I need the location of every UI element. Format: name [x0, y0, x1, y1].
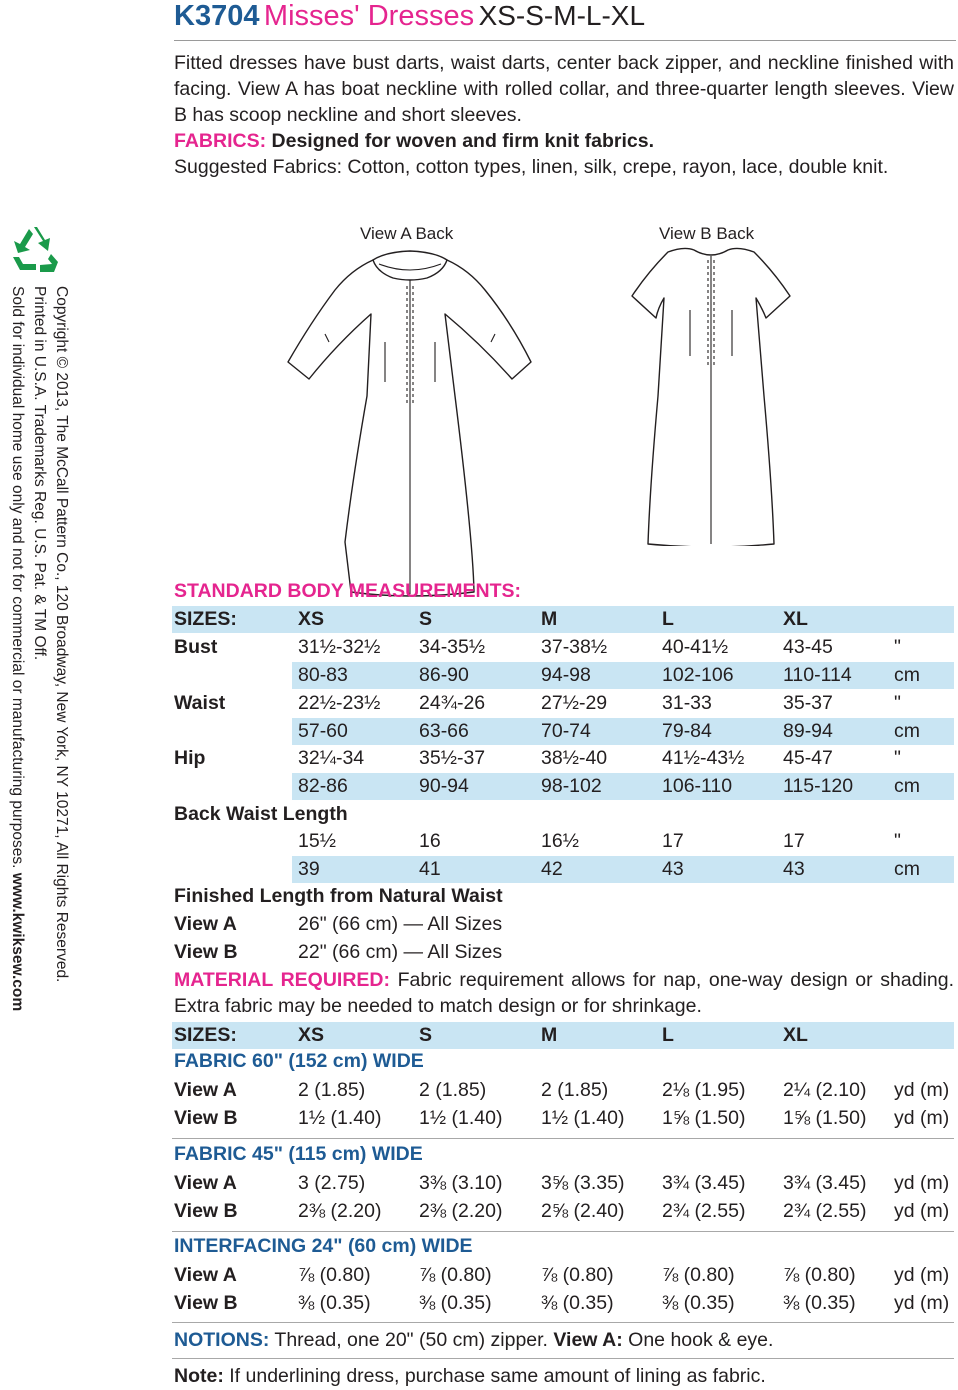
measurement-value: 40-41½	[662, 636, 729, 658]
measurement-value: 115-120	[783, 775, 854, 797]
measurement-value: 31½-32½	[298, 636, 381, 658]
measurement-value: 15½	[298, 830, 336, 852]
material-value: ⅜ (0.35)	[662, 1292, 735, 1314]
material-value: 3¾ (3.45)	[662, 1172, 746, 1194]
measurement-unit: "	[894, 830, 901, 852]
material-row-label: View B	[174, 1292, 238, 1314]
material-value: ⅜ (0.35)	[419, 1292, 492, 1314]
material-value: 3⅝ (3.35)	[541, 1172, 625, 1194]
printed-line: Printed in U.S.A. Trademarks Reg. U.S. Pat. & TM Off.	[31, 286, 48, 661]
measurement-value: 43	[662, 858, 684, 880]
measurement-value: 32¼-34	[298, 747, 365, 769]
material-unit: yd (m)	[894, 1264, 950, 1286]
material-row-label: View A	[174, 1264, 237, 1286]
measurement-value: 34-35½	[419, 636, 486, 658]
material-value: 2⅜ (2.20)	[419, 1200, 503, 1222]
material-group-heading: INTERFACING 24" (60 cm) WIDE	[174, 1235, 473, 1257]
material-value: ⅞ (0.80)	[783, 1264, 856, 1286]
notions-label: NOTIONS:	[174, 1329, 270, 1351]
material-value: 3¾ (3.45)	[783, 1172, 867, 1194]
material-value: 1½ (1.40)	[419, 1107, 503, 1129]
measurement-value: 17	[783, 830, 805, 852]
notions-line	[174, 1328, 773, 1352]
measurement-value: 43-45	[783, 636, 833, 658]
measurement-value: 80-83	[298, 664, 348, 686]
measurement-value: 16½	[541, 830, 579, 852]
material-value: 2⅜ (2.20)	[298, 1200, 382, 1222]
finished-view-b-label: View B	[174, 941, 238, 963]
finished-view-a-value: 26" (66 cm) — All Sizes	[298, 913, 503, 935]
finished-length-heading: Finished Length from Natural Waist	[174, 885, 503, 907]
measurement-value: 79-84	[662, 720, 712, 742]
sizes-header-band	[172, 606, 954, 633]
material-sizes-label: SIZES:	[174, 1024, 237, 1046]
material-group-heading: FABRIC 60" (152 cm) WIDE	[174, 1050, 424, 1072]
fabrics-label: FABRICS:	[174, 130, 267, 152]
material-size-header-m: M	[541, 1024, 558, 1046]
material-size-header-s: S	[419, 1024, 433, 1046]
material-row-label: View A	[174, 1079, 237, 1101]
material-value: ⅜ (0.35)	[783, 1292, 856, 1314]
material-intro-text: Fabric requirement allows for nap, one-way design or shading. Extra fabric may be needed to match design or for shrinkage.	[174, 969, 954, 1017]
measurement-value: 22½-23½	[298, 692, 381, 714]
measurement-label: Hip	[174, 747, 206, 769]
copyright-block	[0, 286, 72, 1112]
finished-view-a-label: View A	[174, 913, 237, 935]
material-unit: yd (m)	[894, 1107, 950, 1129]
view-a-back-drawing	[285, 246, 535, 598]
material-unit: yd (m)	[894, 1292, 950, 1314]
material-size-header-xs: XS	[298, 1024, 325, 1046]
material-value: 3 (2.75)	[298, 1172, 366, 1194]
measurement-unit: "	[894, 692, 901, 714]
measurement-value: 70-74	[541, 720, 591, 742]
material-heading: MATERIAL REQUIRED:	[174, 969, 390, 991]
material-unit: yd (m)	[894, 1172, 950, 1194]
finished-view-b-value: 22" (66 cm) — All Sizes	[298, 941, 503, 963]
measurement-value: 35-37	[783, 692, 833, 714]
measurement-value: 42	[541, 858, 563, 880]
measurement-unit: "	[894, 747, 901, 769]
material-value: 2¼ (2.10)	[783, 1079, 867, 1101]
material-value: 2¾ (2.55)	[783, 1200, 867, 1222]
row-band	[292, 773, 954, 800]
measurement-value: 27½-29	[541, 692, 608, 714]
measurement-value: 94-98	[541, 664, 591, 686]
measurement-value: 37-38½	[541, 636, 608, 658]
measurement-value: 43	[783, 858, 805, 880]
material-unit: yd (m)	[894, 1079, 950, 1101]
suggested-fabrics: Suggested Fabrics: Cotton, cotton types, linen, silk, crepe, rayon, lace, double knit.	[174, 156, 889, 178]
material-value: ⅞ (0.80)	[298, 1264, 371, 1286]
material-value: 1⅝ (1.50)	[662, 1107, 746, 1129]
material-value: ⅜ (0.35)	[298, 1292, 371, 1314]
size-header-xl: XL	[783, 608, 808, 630]
size-header-l: L	[662, 608, 674, 630]
material-value: 1½ (1.40)	[298, 1107, 382, 1129]
measurement-value: 35½-37	[419, 747, 486, 769]
material-row-label: View A	[174, 1172, 237, 1194]
row-band	[292, 662, 954, 689]
measurement-value: 102-106	[662, 664, 734, 686]
note-text: If underlining dress, purchase same amount of lining as fabric.	[223, 1365, 766, 1387]
measurement-value: 24¾-26	[419, 692, 486, 714]
measurement-value: 41	[419, 858, 441, 880]
divider	[172, 1358, 954, 1359]
notions-view-label: View A:	[553, 1329, 623, 1351]
material-value: 3⅜ (3.10)	[419, 1172, 503, 1194]
material-value: 2 (1.85)	[419, 1079, 487, 1101]
material-intro	[174, 967, 954, 1019]
material-unit: yd (m)	[894, 1200, 950, 1222]
measurement-value: 38½-40	[541, 747, 608, 769]
measurement-value: 89-94	[783, 720, 833, 742]
measurement-value: 41½-43½	[662, 747, 745, 769]
sizes-label: SIZES:	[174, 608, 237, 630]
material-value: 2⅝ (2.40)	[541, 1200, 625, 1222]
material-value: 1⅝ (1.50)	[783, 1107, 867, 1129]
notions-text: Thread, one 20" (50 cm) zipper.	[269, 1329, 554, 1351]
material-size-header-l: L	[662, 1024, 674, 1046]
measurement-unit: cm	[894, 664, 920, 686]
measurement-value: 16	[419, 830, 441, 852]
material-value: 1½ (1.40)	[541, 1107, 625, 1129]
measurement-value: 90-94	[419, 775, 469, 797]
material-value: ⅞ (0.80)	[662, 1264, 735, 1286]
divider	[172, 1322, 954, 1323]
measurement-unit: cm	[894, 858, 920, 880]
material-value: ⅞ (0.80)	[541, 1264, 614, 1286]
material-value: ⅞ (0.80)	[419, 1264, 492, 1286]
measurement-label: Bust	[174, 636, 218, 658]
body-measurements-heading: STANDARD BODY MEASUREMENTS:	[174, 580, 522, 602]
material-value: 2 (1.85)	[298, 1079, 366, 1101]
measurement-value: 82-86	[298, 775, 348, 797]
measurement-unit: cm	[894, 720, 920, 742]
measurement-unit: cm	[894, 775, 920, 797]
material-group-heading: FABRIC 45" (115 cm) WIDE	[174, 1143, 423, 1165]
measurement-label: Back Waist Length	[174, 803, 348, 825]
size-header-m: M	[541, 608, 558, 630]
material-value: ⅜ (0.35)	[541, 1292, 614, 1314]
measurement-label: Waist	[174, 692, 226, 714]
measurement-value: 86-90	[419, 664, 469, 686]
row-band	[292, 718, 954, 745]
measurement-value: 31-33	[662, 692, 712, 714]
pattern-name: Misses' Dresses	[263, 0, 475, 32]
material-value: 2 (1.85)	[541, 1079, 609, 1101]
pattern-sizes: XS-S-M-L-XL	[478, 0, 646, 31]
measurement-value: 98-102	[541, 775, 602, 797]
note-label: Note:	[174, 1365, 224, 1387]
title-row	[174, 0, 956, 41]
material-row-label: View B	[174, 1107, 238, 1129]
material-sizes-band	[172, 1022, 954, 1049]
measurement-value: 39	[298, 858, 320, 880]
material-row-label: View B	[174, 1200, 238, 1222]
view-a-label: View A Back	[360, 224, 454, 243]
notions-view-text: One hook & eye.	[622, 1329, 774, 1351]
description: Fitted dresses have bust darts, waist darts, center back zipper, and neckline finished with facing. View A has boat neckline with rolled collar, and three-quarter length sleeves. View B has scoop neckline and short sleeves.	[174, 52, 954, 126]
measurement-value: 63-66	[419, 720, 469, 742]
measurement-value: 45-47	[783, 747, 833, 769]
fabrics-text: Designed for woven and firm knit fabrics.	[266, 130, 654, 152]
intro	[174, 50, 954, 180]
pattern-code: K3704	[174, 0, 260, 32]
material-value: 2¾ (2.55)	[662, 1200, 746, 1222]
fabrics-line	[174, 128, 954, 154]
view-b-back-drawing	[628, 246, 794, 546]
website-link[interactable]: www.kwiksew.com	[9, 872, 26, 1012]
measurement-unit: "	[894, 636, 901, 658]
size-header-xs: XS	[298, 608, 325, 630]
measurement-value: 17	[662, 830, 684, 852]
row-band	[292, 856, 954, 883]
divider	[172, 1138, 954, 1139]
view-b-label: View B Back	[659, 224, 755, 243]
note-line	[174, 1364, 766, 1388]
measurement-value: 106-110	[662, 775, 733, 797]
measurement-value: 57-60	[298, 720, 348, 742]
material-size-header-xl: XL	[783, 1024, 808, 1046]
size-header-s: S	[419, 608, 433, 630]
sold-line: Sold for individual home use only and not for commercial or manufacturing purposes. www.kwiksew.com	[9, 286, 26, 1012]
material-value: 2⅛ (1.95)	[662, 1079, 746, 1101]
divider	[172, 1231, 954, 1232]
measurement-value: 110-114	[783, 664, 852, 686]
copyright-line: Copyright © 2013, The McCall Pattern Co., 120 Broadway, New York, NY 10271, All Rights Reserved.	[53, 286, 70, 983]
